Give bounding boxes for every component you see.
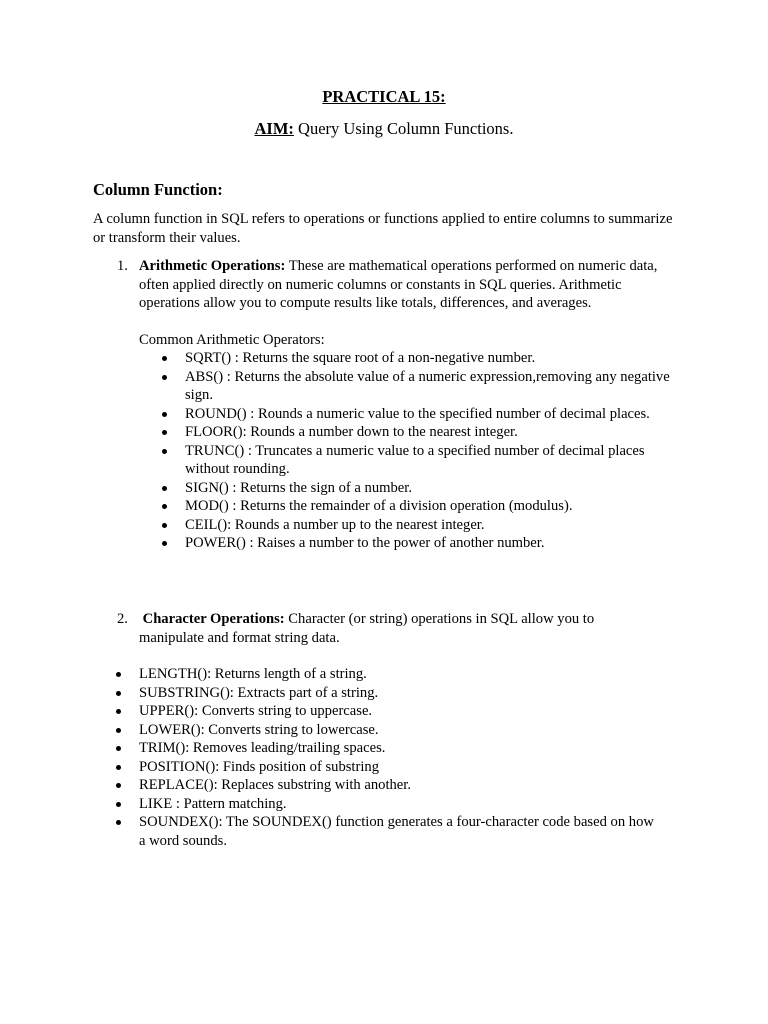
bullet-icon — [162, 375, 167, 380]
character-number: 2. — [117, 611, 128, 627]
character-paragraph — [139, 610, 659, 647]
list-item — [93, 813, 659, 850]
practical-title: PRACTICAL 15: — [322, 87, 446, 106]
list-item — [93, 739, 678, 758]
operator-text: ROUND() : Rounds a numeric value to the specified number of decimal places. — [185, 405, 650, 422]
list-item — [139, 479, 679, 498]
function-text: TRIM(): Removes leading/trailing spaces. — [139, 740, 386, 756]
list-item — [139, 442, 679, 479]
list-item — [93, 795, 678, 814]
arithmetic-paragraph — [139, 257, 664, 313]
character-functions-list — [93, 665, 678, 850]
character-section — [93, 610, 678, 647]
operators-list — [139, 349, 679, 553]
bullet-icon — [162, 541, 167, 546]
operator-text: SQRT() : Returns the square root of a non-negative number. — [185, 350, 536, 366]
intro-paragraph: A column function in SQL refers to operations or functions applied to entire columns to summarize or transform their values. — [93, 211, 673, 246]
operator-text: TRUNC() : Truncates a numeric value to a specified number of decimal places without rounding. — [185, 442, 645, 477]
arithmetic-label: Arithmetic Operations: — [139, 258, 286, 274]
operator-text: FLOOR(): Rounds a number down to the nearest integer. — [185, 424, 518, 440]
function-text: REPLACE(): Replaces substring with another. — [139, 777, 411, 793]
bullet-icon — [162, 356, 167, 361]
list-item — [93, 721, 678, 740]
list-item — [93, 758, 678, 777]
bullet-icon — [116, 765, 121, 770]
aim-text: Query Using Column Functions. — [293, 119, 514, 138]
list-item — [139, 405, 679, 424]
list-item — [139, 349, 679, 368]
bullet-icon — [116, 672, 121, 677]
character-label: Character Operations: — [142, 611, 285, 627]
arithmetic-section — [93, 257, 678, 553]
operator-text: SIGN() : Returns the sign of a number. — [185, 479, 412, 496]
list-item — [139, 516, 679, 535]
character-description: Character (or string) operations in SQL allow you to manipulate and format string data. — [139, 611, 595, 646]
bullet-icon — [162, 412, 167, 417]
bullet-icon — [162, 504, 167, 509]
list-item — [139, 368, 679, 405]
list-item — [139, 497, 679, 516]
list-item — [93, 776, 678, 795]
list-item — [93, 684, 678, 703]
operator-text: ABS() : Returns the absolute value of a numeric expression,removing any negative sign. — [185, 368, 670, 403]
bullet-icon — [116, 709, 121, 714]
bullet-icon — [162, 449, 167, 454]
arithmetic-number: 1. — [117, 258, 128, 274]
list-item — [93, 665, 678, 684]
bullet-icon — [162, 486, 167, 491]
function-text: LIKE : Pattern matching. — [139, 795, 287, 812]
arithmetic-description: These are mathematical operations performed on numeric data, often applied directly on numeric columns or constants in SQL queries. Arithmetic operations allow you to compute results like totals, differences, and averages. — [139, 258, 658, 311]
operator-text: CEIL(): Rounds a number up to the nearest integer. — [185, 516, 485, 533]
operator-text: POWER() : Raises a number to the power of another number. — [185, 535, 545, 551]
arithmetic-body — [139, 257, 678, 553]
bullet-icon — [116, 783, 121, 788]
character-body — [139, 610, 678, 647]
bullet-icon — [162, 523, 167, 528]
bullet-icon — [116, 820, 121, 825]
bullet-icon — [116, 802, 121, 807]
section-heading: Column Function: — [93, 180, 223, 199]
function-text: POSITION(): Finds position of substring — [139, 758, 379, 775]
aim-line — [0, 119, 768, 139]
operator-text: MOD() : Returns the remainder of a division operation (modulus). — [185, 498, 573, 514]
operators-heading: Common Arithmetic Operators: — [139, 331, 325, 348]
function-text: UPPER(): Converts string to uppercase. — [139, 703, 373, 719]
bullet-icon — [162, 430, 167, 435]
function-text: LOWER(): Converts string to lowercase. — [139, 721, 379, 738]
function-text: SOUNDEX(): The SOUNDEX() function generates a four-character code based on how a word sounds. — [139, 814, 654, 849]
bullet-icon — [116, 691, 121, 696]
list-item — [139, 423, 679, 442]
bullet-icon — [116, 746, 121, 751]
list-item — [93, 702, 678, 721]
aim-label: AIM: — [254, 119, 294, 138]
list-item — [139, 534, 679, 553]
function-text: SUBSTRING(): Extracts part of a string. — [139, 684, 379, 701]
bullet-icon — [116, 728, 121, 733]
function-text: LENGTH(): Returns length of a string. — [139, 666, 367, 682]
